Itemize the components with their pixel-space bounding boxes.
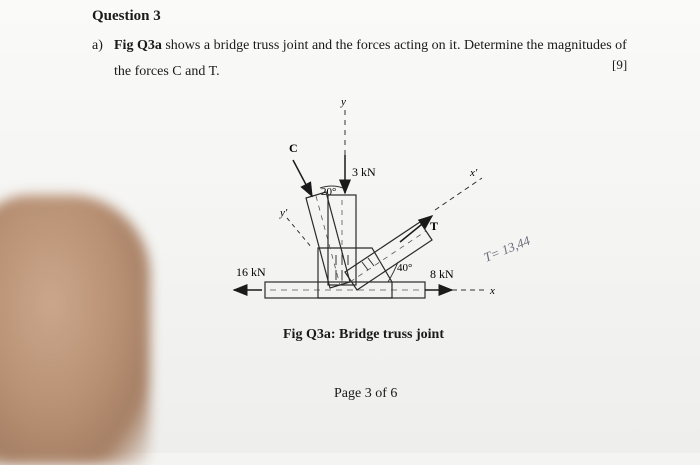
- label-force-3kn: 3 kN: [352, 165, 376, 179]
- question-line-2: the forces C and T.: [114, 64, 220, 79]
- label-y-axis: y: [341, 96, 346, 108]
- label-x-prime: x': [470, 167, 478, 179]
- label-force-8kn: 8 kN: [430, 267, 454, 281]
- figure-caption: Fig Q3a: Bridge truss joint: [283, 327, 444, 342]
- rivets: [336, 255, 374, 280]
- member-t: [345, 222, 432, 290]
- label-angle-20: 20°: [321, 186, 337, 198]
- y-prime-axis-line: [287, 218, 312, 248]
- force-t-arrow: [400, 216, 432, 242]
- handwritten-note: T= 13,44: [481, 232, 533, 265]
- question-title: Question 3: [92, 8, 161, 24]
- marks: [9]: [612, 57, 628, 72]
- label-force-c: C: [289, 141, 298, 155]
- label-angle-40: 40°: [397, 262, 413, 274]
- part-label: a): [92, 38, 103, 53]
- label-force-t: T: [430, 219, 439, 233]
- page-number: Page 3 of 6: [334, 386, 398, 401]
- label-force-16kn: 16 kN: [236, 265, 266, 279]
- label-x-axis: x: [490, 285, 495, 297]
- gusset-plate: [318, 248, 392, 298]
- figure-ref: Fig Q3a: [114, 38, 162, 53]
- label-y-prime: y': [280, 207, 288, 219]
- question-line-1-rest: shows a bridge truss joint and the forces acting on it. Determine the magnitudes of: [161, 38, 627, 53]
- bottom-chord-member: [265, 282, 425, 298]
- force-c-arrow: [293, 160, 312, 196]
- x-prime-axis-line: [435, 178, 482, 210]
